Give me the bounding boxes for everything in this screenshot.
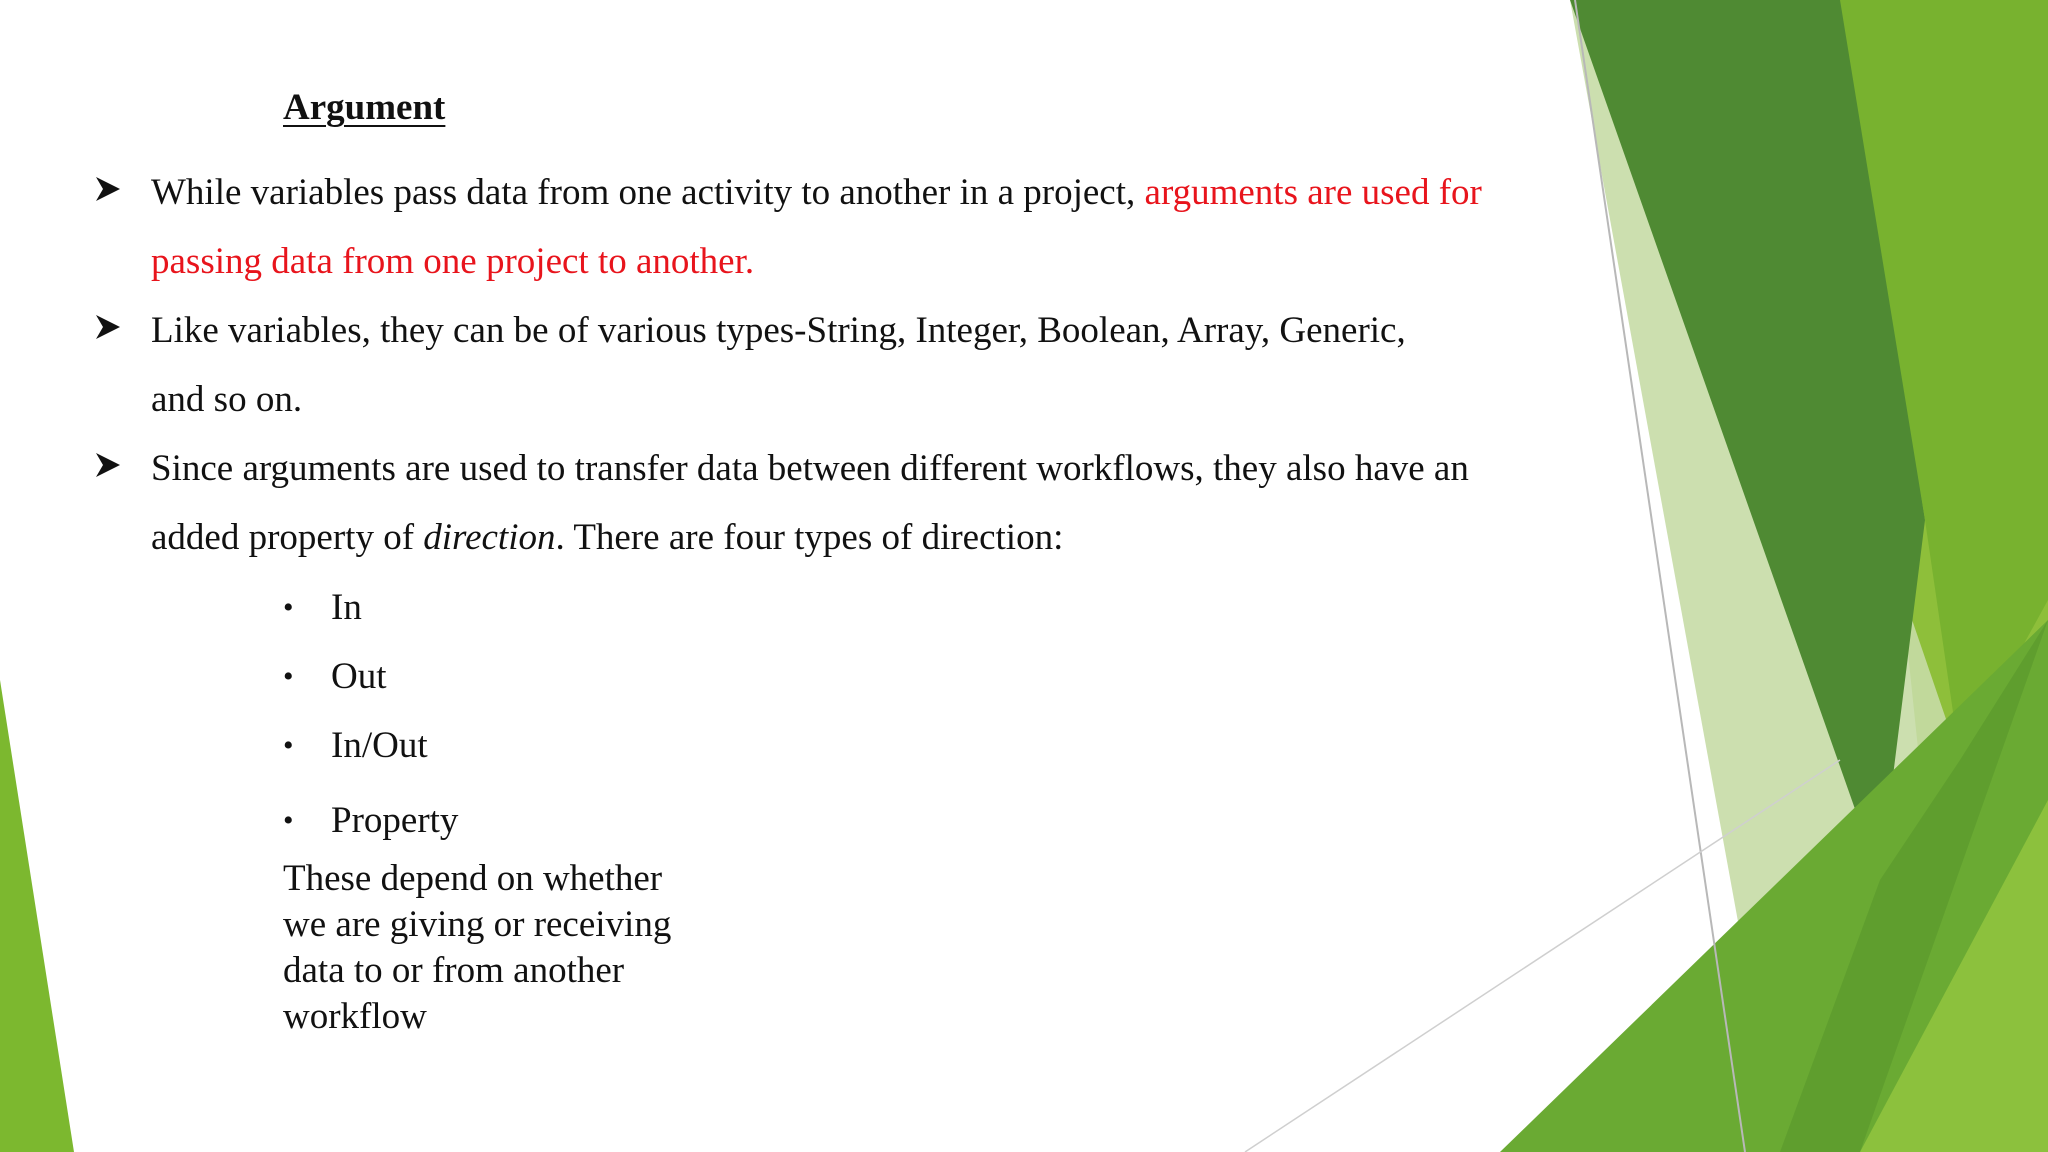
slide-title: Argument xyxy=(283,87,446,128)
bullet-text xyxy=(151,158,1651,296)
bullet-text xyxy=(151,434,1651,572)
bullet-plain-text: . There are four types of direction: xyxy=(555,517,1064,558)
left-green-sliver xyxy=(0,680,74,1152)
direction-label: In xyxy=(331,587,362,628)
arrowhead-bullet-icon xyxy=(95,452,121,478)
bullet-line xyxy=(151,158,1651,227)
italic-term: direction xyxy=(423,517,556,558)
note-line: These depend on whether xyxy=(283,858,663,899)
note-line: data to or from another xyxy=(283,950,625,991)
dot-bullet-icon: • xyxy=(283,591,294,624)
dot-bullet-icon: • xyxy=(283,660,294,693)
dot-bullet-icon: • xyxy=(283,729,294,762)
direction-label: In/Out xyxy=(331,725,428,766)
bullet-text xyxy=(151,296,1651,434)
dot-bullet-icon: • xyxy=(283,804,294,837)
bullet-line xyxy=(151,503,1651,572)
arrowhead-bullet-icon xyxy=(95,314,121,340)
bullet-line: Like variables, they can be of various types-String, Integer, Boolean, Array, Generic, xyxy=(151,310,1406,351)
direction-note xyxy=(283,856,671,1040)
highlighted-text: passing data from one project to another. xyxy=(151,241,755,282)
direction-label: Property xyxy=(331,800,459,841)
note-line: workflow xyxy=(283,996,427,1037)
bullet-plain-text: While variables pass data from one activity to another in a project, xyxy=(151,172,1136,213)
direction-label: Out xyxy=(331,656,387,697)
highlighted-text: arguments are used for xyxy=(1144,172,1482,213)
bullet-line: Since arguments are used to transfer data between different workflows, they also have an xyxy=(151,448,1469,489)
bullet-line: and so on. xyxy=(151,379,303,420)
bullet-plain-text: added property of xyxy=(151,517,424,558)
arrowhead-bullet-icon xyxy=(95,176,121,202)
note-line: we are giving or receiving xyxy=(283,904,672,945)
